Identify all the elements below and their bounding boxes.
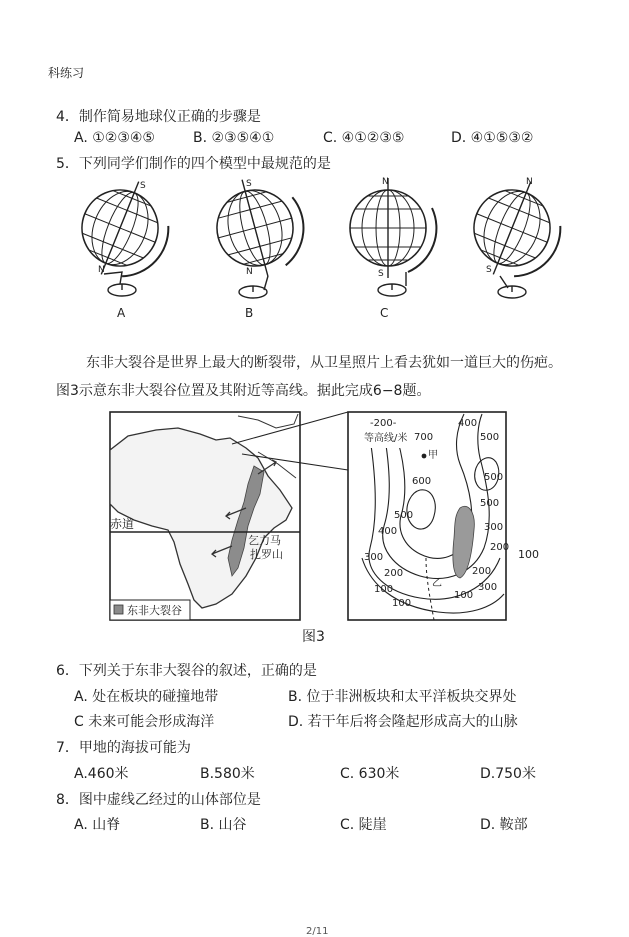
- globe-d-top-pole: N: [526, 177, 533, 187]
- globe-a-label: A: [117, 306, 126, 320]
- page-header: 科练习: [48, 66, 85, 80]
- q8-option-c: C. 陡崖: [340, 817, 387, 833]
- passage-line-2: 图3示意东非大裂谷位置及其附近等高线。据此完成6−8题。: [56, 383, 431, 399]
- globe-a: [66, 172, 184, 320]
- contour-label: 500: [394, 510, 414, 521]
- q8-option-b: B. 山谷: [200, 817, 247, 833]
- contour-label: 200: [490, 542, 510, 553]
- question-5-stem: 5．下列同学们制作的四个模型中最规范的是: [56, 156, 331, 172]
- contour-label: 500: [480, 498, 500, 509]
- contour-label: 700: [414, 432, 434, 443]
- contour-label: 300: [484, 522, 504, 533]
- q7-option-d: D.750米: [480, 766, 536, 782]
- mountain-label-line-2: 扎罗山: [250, 548, 283, 561]
- q7-option-c: C. 630米: [340, 766, 400, 782]
- globe-c-bottom-pole: S: [378, 269, 384, 279]
- legend-label: 东非大裂谷: [127, 604, 182, 617]
- point-jia-label: 甲: [428, 450, 438, 461]
- globe-d-bottom-pole: S: [486, 265, 492, 275]
- q6-option-b: B. 位于非洲板块和太平洋板块交界处: [288, 689, 517, 705]
- q4-option-c: C. ④①②③⑤: [323, 130, 405, 146]
- contour-label: 400: [378, 526, 398, 537]
- globe-c: [350, 177, 436, 320]
- q6-option-d: D. 若干年后将会隆起形成高大的山脉: [288, 714, 518, 730]
- globe-b: [205, 172, 314, 320]
- contour-label: 100: [392, 598, 412, 609]
- q7-option-a: A.460米: [74, 766, 129, 782]
- question-8-stem: 8．图中虚线乙经过的山体部位是: [56, 792, 261, 808]
- figure-caption: 图3: [302, 629, 325, 645]
- page-number: 2/11: [306, 926, 329, 937]
- q8-option-a: A. 山脊: [74, 817, 121, 833]
- globe-c-label: C: [380, 306, 389, 320]
- legend-swatch: [114, 605, 123, 614]
- contour-label: 600: [412, 476, 432, 487]
- q6-option-c: C 未来可能会形成海洋: [74, 714, 215, 730]
- q4-option-b: B. ②③⑤④①: [193, 130, 275, 146]
- figure-3: [108, 408, 578, 624]
- contour-label: 300: [478, 582, 498, 593]
- globe-b-bottom-pole: N: [246, 267, 253, 277]
- contour-legend-value: -200-: [370, 418, 397, 429]
- globe-models-figure: [60, 172, 580, 322]
- passage-line-1: 东非大裂谷是世界上最大的断裂带，从卫星照片上看去犹如一道巨大的伤疤。: [86, 355, 562, 371]
- contour-label: 200: [472, 566, 492, 577]
- point-jia: [422, 454, 427, 459]
- q4-option-d: D. ④①⑤③②: [451, 130, 534, 146]
- contour-label: 100: [374, 584, 394, 595]
- q4-option-a: A. ①②③④⑤: [74, 130, 155, 146]
- question-6-stem: 6．下列关于东非大裂谷的叙述，正确的是: [56, 663, 317, 679]
- contour-label: 400: [458, 418, 478, 429]
- globe-a-bottom-pole: N: [98, 265, 105, 275]
- equator-label: 赤道: [110, 517, 135, 531]
- question-7-stem: 7．甲地的海拔可能为: [56, 740, 191, 756]
- globe-c-top-pole: N: [382, 177, 389, 187]
- q7-option-b: B.580米: [200, 766, 255, 782]
- contour-label: 300: [364, 552, 384, 563]
- contour-label: 200: [384, 568, 404, 579]
- question-4-stem: 4．制作简易地球仪正确的步骤是: [56, 109, 261, 125]
- globe-b-label: B: [245, 306, 254, 320]
- q8-option-d: D. 鞍部: [480, 817, 528, 833]
- contour-legend-text: 等高线/米: [364, 433, 408, 444]
- globe-a-top-pole: S: [140, 181, 146, 191]
- mountain-label-line-1: 乞力马: [248, 534, 281, 547]
- q6-option-a: A. 处在板块的碰撞地带: [74, 689, 219, 705]
- globe-b-top-pole: S: [246, 179, 252, 189]
- label-yi: 乙: [432, 578, 442, 589]
- globe-d: [458, 172, 576, 298]
- outside-value: 100: [518, 548, 539, 561]
- contour-label: 500: [484, 472, 504, 483]
- contour-label: 100: [454, 590, 474, 601]
- contour-label: 500: [480, 432, 500, 443]
